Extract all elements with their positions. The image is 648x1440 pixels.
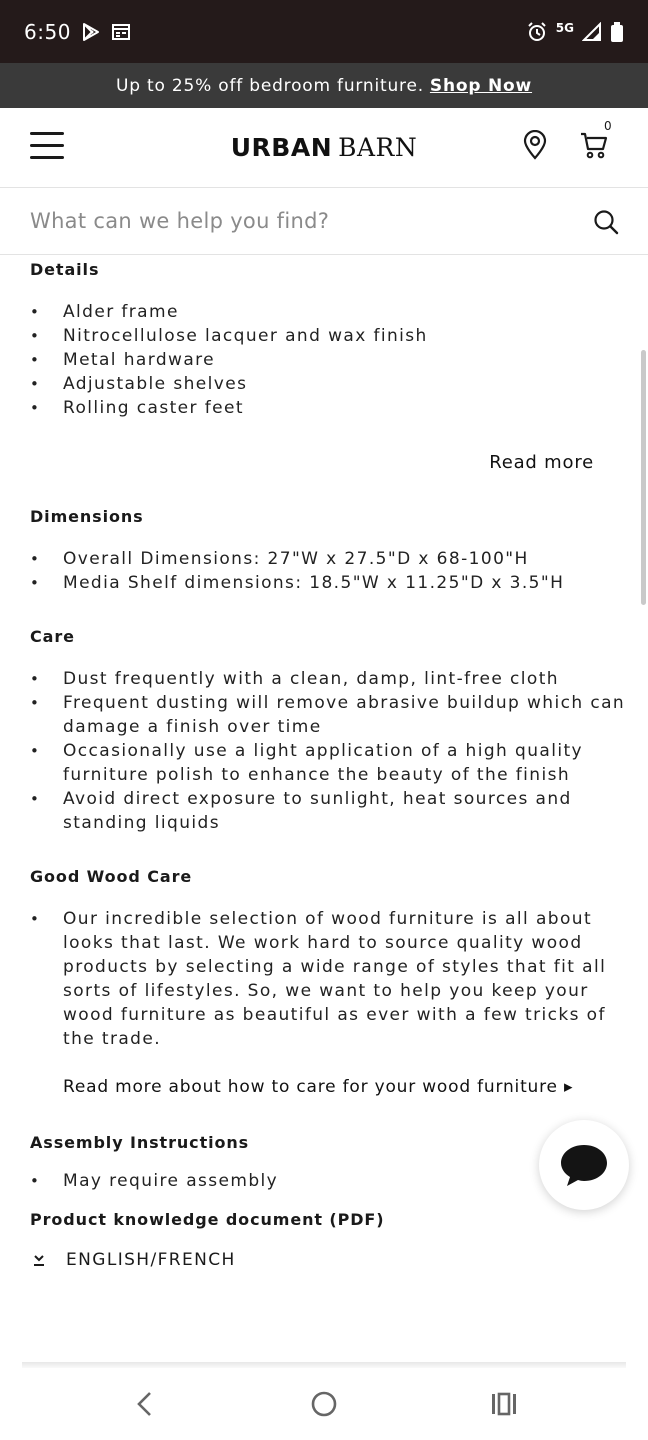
page-scrollbar[interactable] [641, 350, 646, 605]
details-title: Details [30, 260, 100, 279]
promo-text: Up to 25% off bedroom furniture. [115, 75, 424, 96]
cart-count-badge: 0 [604, 119, 612, 133]
chat-bubble-icon [559, 1142, 609, 1188]
pdf-section [30, 1210, 630, 1270]
site-header [0, 108, 648, 188]
care-title: Care [30, 627, 75, 646]
status-bar [0, 0, 648, 63]
list-item: • May require assembly [30, 1169, 630, 1193]
assembly-section [30, 1133, 630, 1191]
dimensions-section [30, 507, 630, 593]
dimensions-list [30, 547, 630, 595]
read-more-button[interactable]: Read more [489, 452, 594, 473]
list-item: • Overall Dimensions: 27"W x 27.5"D x 68-100"H [30, 547, 630, 571]
list-item: • Metal hardware [30, 348, 630, 372]
details-list [30, 300, 630, 420]
status-time: 6:50 [24, 19, 71, 44]
list-item: • Our incredible selection of wood furniture is all about looks that last. We work hard to source quality wood products by selecting a wide range of styles that fit all sorts of lifestyles. So, we want to help you keep your wood furniture as beautiful as ever with a few tricks of the trade. [30, 907, 630, 1051]
list-item: • Avoid direct exposure to sunlight, heat sources and standing liquids [30, 787, 630, 835]
status-right-icons [526, 21, 624, 43]
chat-button[interactable] [539, 1120, 629, 1210]
wood-care-section [30, 867, 630, 1097]
brand-logo-barn: BARN [338, 133, 418, 162]
network-type: 5G [555, 20, 574, 35]
cart-icon[interactable] [579, 130, 609, 160]
promo-banner [0, 63, 648, 108]
brand-logo-urban: URBAN [230, 133, 333, 162]
battery-icon [610, 21, 624, 43]
care-list [30, 667, 630, 835]
home-icon[interactable] [310, 1390, 338, 1418]
search-icon[interactable] [593, 209, 619, 235]
list-item: • Alder frame [30, 300, 630, 324]
back-icon[interactable] [132, 1390, 156, 1418]
wood-care-read-more-link[interactable]: Read more about how to care for your wood furniture ▸ [63, 1077, 574, 1097]
list-item: • Dust frequently with a clean, damp, lint-free cloth [30, 667, 630, 691]
brand-logo[interactable] [0, 133, 648, 162]
care-section [30, 627, 630, 833]
pdf-download-label: ENGLISH/FRENCH [66, 1250, 236, 1270]
system-nav-bar [0, 1368, 648, 1440]
shop-now-link[interactable]: Shop Now [429, 75, 533, 96]
search-bar [0, 188, 648, 255]
list-item: • Nitrocellulose lacquer and wax finish [30, 324, 630, 348]
list-item: • Rolling caster feet [30, 396, 630, 420]
status-left-icons [81, 22, 131, 42]
list-item: • Media Shelf dimensions: 18.5"W x 11.25"D x 3.5"H [30, 571, 630, 595]
search-input[interactable] [30, 209, 570, 233]
wood-care-title: Good Wood Care [30, 867, 193, 886]
calendar-icon [111, 22, 131, 42]
download-icon [30, 1251, 48, 1269]
assembly-title: Assembly Instructions [30, 1133, 250, 1152]
pdf-download-link[interactable] [30, 1250, 236, 1270]
menu-icon[interactable] [30, 132, 64, 160]
recent-apps-icon[interactable] [490, 1392, 518, 1416]
list-item: • Frequent dusting will remove abrasive buildup which can damage a finish over time [30, 691, 630, 739]
signal-icon [582, 22, 602, 42]
store-locator-icon[interactable] [522, 130, 548, 160]
list-item: • Occasionally use a light application of a high quality furniture polish to enhance the beauty of the finish [30, 739, 630, 787]
alarm-icon [526, 21, 548, 43]
dimensions-title: Dimensions [30, 507, 144, 526]
list-item: • Adjustable shelves [30, 372, 630, 396]
play-store-icon [81, 22, 101, 42]
pdf-title: Product knowledge document (PDF) [30, 1210, 385, 1229]
wood-care-list [30, 907, 630, 1051]
